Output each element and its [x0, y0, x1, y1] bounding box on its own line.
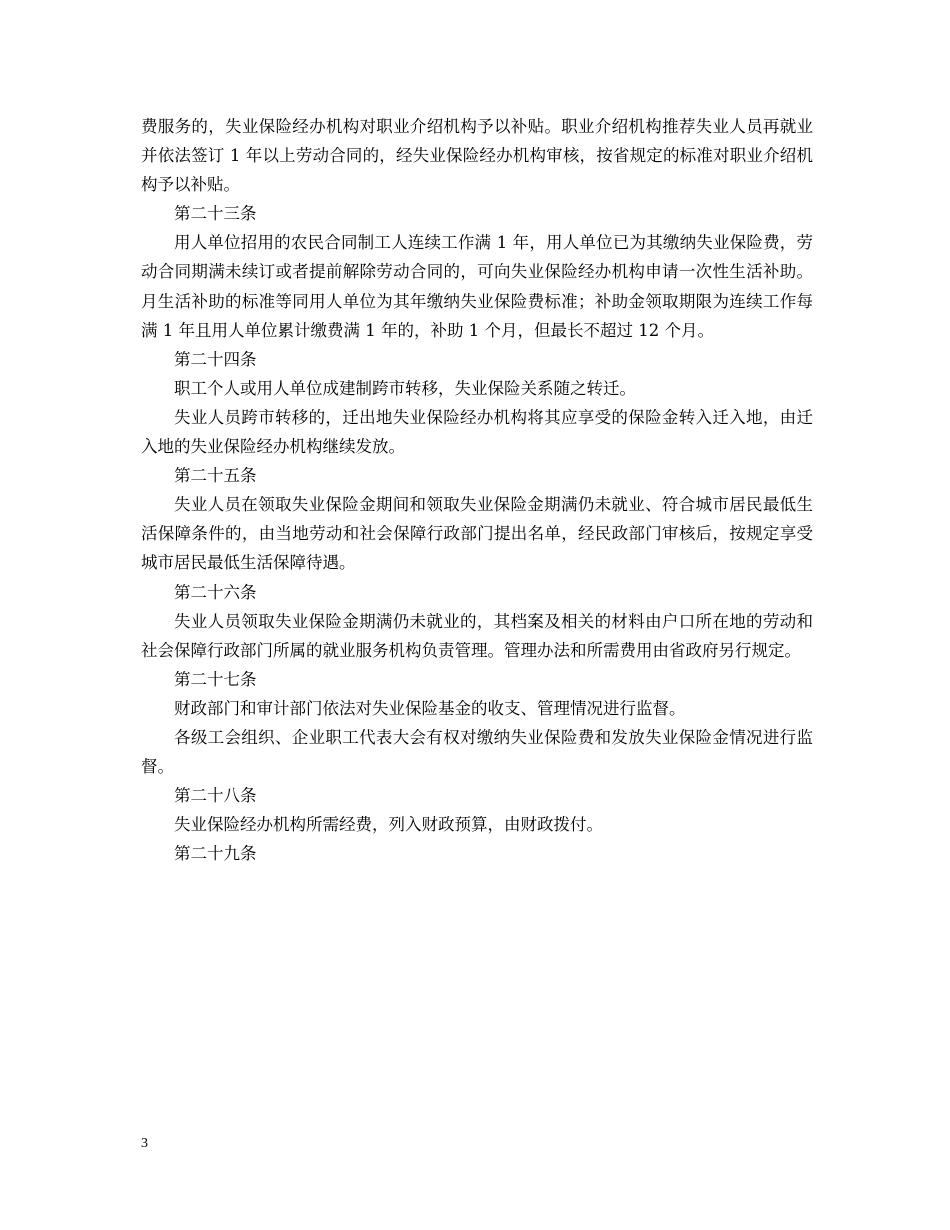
paragraph: 失业人员在领取失业保险金期间和领取失业保险金期满仍未就业、符合城市居民最低生活保障条件的，由当地劳动和社会保障行政部门提出名单，经民政部门审核后，按规定享受城市居民最低生活保障待遇。: [141, 495, 813, 573]
paragraph: 各级工会组织、企业职工代表大会有权对缴纳失业保险费和发放失业保险金情况进行监督。: [141, 727, 813, 777]
article-heading: 第二十三条: [174, 204, 257, 224]
paragraph: 财政部门和审计部门依法对失业保险基金的收支、管理情况进行监督。: [174, 698, 686, 718]
paragraph: 用人单位招用的农民合同制工人连续工作满 1 年，用人单位已为其缴纳失业保险费，劳动合同期满未续订或者提前解除劳动合同的，可向失业保险经办机构申请一次性生活补助。月生活补助的标准等同用人单位为其年缴纳失业保险费标准；补助金领取期限为连续工作每满 1 年且用人单位累计缴费满 1 年的，补助 1 个月，但最长不超过 12 个月。: [141, 233, 813, 340]
article-heading: 第二十八条: [174, 786, 257, 806]
article-heading: 第二十九条: [174, 844, 257, 864]
page-number: 3: [141, 1136, 148, 1151]
paragraph: 职工个人或用人单位成建制跨市转移，失业保险关系随之转迁。: [174, 378, 636, 398]
article-heading: 第二十四条: [174, 349, 257, 369]
article-heading: 第二十五条: [174, 466, 257, 486]
document-body: [141, 112, 813, 868]
paragraph: 失业人员跨市转移的，迁出地失业保险经办机构将其应享受的保险金转入迁入地，由迁入地的失业保险经办机构继续发放。: [141, 407, 813, 457]
paragraph: 失业保险经办机构所需经费，列入财政预算，由财政拨付。: [174, 815, 603, 835]
article-heading: 第二十六条: [174, 582, 257, 602]
paragraph: 失业人员领取失业保险金期满仍未就业的，其档案及相关的材料由户口所在地的劳动和社会保障行政部门所属的就业服务机构负责管理。管理办法和所需费用由省政府另行规定。: [141, 611, 813, 660]
article-heading: 第二十七条: [174, 669, 257, 689]
paragraph: 费服务的，失业保险经办机构对职业介绍机构予以补贴。职业介绍机构推荐失业人员再就业并依法签订 1 年以上劳动合同的，经失业保险经办机构审核，按省规定的标准对职业介绍机构予以补贴。: [141, 117, 813, 195]
